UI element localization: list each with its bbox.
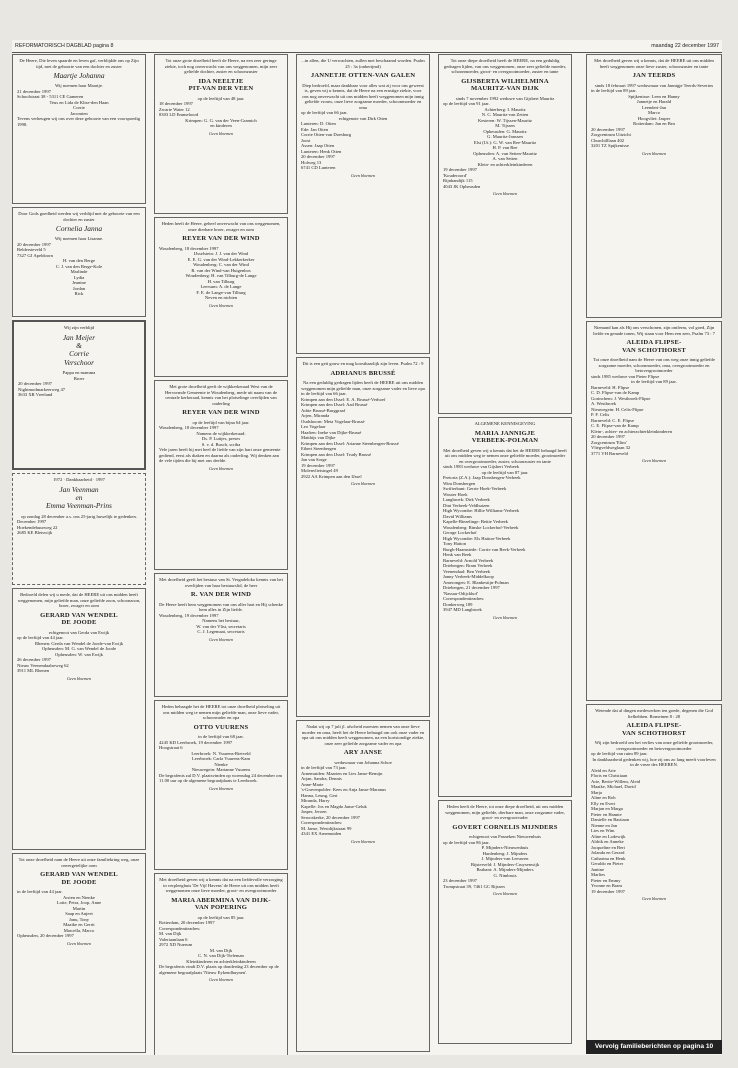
deceased-name: Cornelia Janna [55,224,103,233]
continuation-bar[interactable]: Vervolg familieberichten op pagina 10 [586,1040,722,1054]
notice-family: IJsselstein: J. J. van der Wind E. E. G. van der Wind-Lekkerkerker Woudenberg: C. van der Wind R. van der Wind-van Huigenbos Woudenberg: H. van Tilburg-de Lange H. van Tilburg Leersum: A. de Lange F. E. de Lange-van Tilburg Neven en nichten [185,251,257,300]
notice-subline: Diep bedroefd, maar dankbaar voor alles wat zij voor ons geweest is, geven wij u kennis, dat de Heere na een ernstige ziekte, voor ons nog onverwacht uit ons midden heeft weggenomen mijn innig geliefde vrouw, onze lieve zorgzame moeder, schoonmoeder en oma [302,82,424,110]
deceased-name: R. VAN DER WIND [190,591,252,598]
notice-c2-3 [154,573,288,697]
notice-family: Teus en Lida de Klise-den Haan Corrie Jacomien [49,99,109,116]
notice-intro: Heden behaagde het de HEERE tot onze droefheid plotseling uit ons midden weg te nemen mijn geliefde man, onze lieve vader, schoonvader en opa [161,704,281,720]
notice-date: op de leeftijd van 66 jaar. [301,110,348,115]
notice-date: December 1997 Hoekendebuurweg 22 2685 KE Bleiswijk [17,519,58,536]
notice-signature: Geen bloemen [208,130,234,136]
notice-address: 20 december 1997 Holweg 13 6741 CD Lunteren [301,154,336,170]
notice-family: Namens het bestuur, W. van der Vlist, secretaris C. J. Legemaat, secretaris [196,618,246,634]
notice-c1-4 [12,588,146,850]
notice-intro: 1972 · Dankbaarheid · 1997 [53,477,105,482]
notice-details: 23 december 1997 Trompstraat 39, 7461 GC Rijssen [443,878,505,889]
notice-intro: Met grote droefheid geeft de wijkkerkeraad West van de Hervormde Gemeente te Woudenberg, mede uit naam van de centrale kerkeraad, kennis van het plotselinge overlijden van ouderling [164,384,278,406]
notice-c4-0 [438,54,572,414]
notice-family: in de leeftijd van 89 jaar. [631,379,677,384]
notice-details: Vele jaren heeft hij met heel de liefde van zijn hart onze gemeente gediend, eerst als diaken en daarna als ouderling. Wij denken aan de vele tijden die hij met ons deelde. [159,447,281,463]
notice-family: Leerbroek: N. Vuurens-Rietveld Leerbroek: Carla Vuurens-Kam Nienke Nieuwegein: Marianne Vuurens [191,750,251,772]
notice-details: Barneveld: H. Flipse C. D. Flipse-van de Kamp Gorinchem: J. Westbroek-Flipse A. Westbroek Nieuwegein: H. Celis-Flipse P. F. Celis Barneveld: C. E. Flipse C. E. Flipse-van de Kamp Klein-, achter- en achterachterkleinkinderen [591,384,673,434]
notice-signature: Geen bloemen [66,675,92,681]
notice-details: Pretoria (Z.A.): Jaap Donsbergen-Verbeek Wim Donsbergen Swifterbant: Gerrie Hoek-Verbeek Wouter Hoek Langbroek: Dirk Verbeek Dini Verbeek-Veldhuizen High Wycombe: Hillie Williams-Verbeek David Williams Kapelle-Biezelinge: Bettie Verbeek Woudenberg: Rinske Lockerhof-Verbeek George Lockerhof High Wycombe: Els Hatton-Verbeek Tony Hatton Burgh-Haamstede: Corrie van Beek-Verbeek Henk van Beek Barneveld: Arnold Verbeek Driebergen: Bram Verbeek Veenendaal: Ben Verbeek Janny Verbeek-Middelkoop Amerongen: E. Blankestijn-Polman [443,475,526,585]
deceased-name: MARIA ABERMINA VAN DIJK- VAN POPERING [171,896,271,911]
notice-date: 20 december 1997 Beldersteveld 5 7327 GJ Apeldoorn [17,241,53,258]
deceased-name: Jan Meijer & Corrie Verschoor [62,332,96,367]
deceased-name: OTTO VUURENS [193,723,249,731]
notice-family: M. van Dijk C. N. van Dijk-Tieleman Kleinkinderen en achterkleinkinderen [186,947,256,964]
header-left: REFORMATORISCH DAGBLAD pagina 8 [15,43,114,49]
notice-intro: Tot onze diepe droefheid heeft de HEERE, na een geduldig gedragen lijden, van ons weggenomen, onze zeer geliefde moeder, schoonmoeder, groot- en overgrootmoeder, zuster en tante [443,58,567,74]
notice-c3-0 [296,54,430,354]
notice-c2-2 [154,380,288,570]
notice-date: op de leeftijd van ruim 89 jaar. [591,751,648,756]
notice-subline: echtgenoot van Pasneken Nieuwenhuis [469,834,541,839]
notice-c3-2 [296,720,430,1052]
notice-signature: Geen bloemen [208,465,234,471]
page-header [12,40,722,53]
notice-signature: Geen bloemen [492,191,518,196]
notice-c4-1 [438,417,572,797]
deceased-name: REYER VAN DER WIND [182,409,260,416]
deceased-name: REYER VAN DER WIND [182,235,260,242]
notice-details: De begrafenis vindt D.V. plaats op donderdag 23 december op de algemene begraafplaats 'Nieuw Eykendhuynen'. [159,964,279,975]
notice-address: Driebergen, 21 december 1997 'Nassau-Odijckhof' Correspondentieadres: Donkerweg 189 3947 MD Langbroek [443,585,500,612]
notice-details: De begrafenis zal D.V. plaatsvinden op woensdag 24 december om 11.00 uur op de algemene begraafplaats te Leerbroek. [159,772,283,783]
deceased-name: IDA NEELTJE PIT-VAN DER VEEN [188,77,254,92]
notice-signature: Geen bloemen [208,636,234,642]
notice-date: in de leeftijd van 73 jaar. [301,765,347,770]
deceased-name: ADRIANUS BRUSSÉ [330,369,396,377]
notice-date: op de leeftijd van 91 jaar. [443,101,490,106]
notice-subline: op zondag 28 december a.s. ons 25-jarig huwelijk te gedenken. [21,513,137,519]
deceased-name: ARY JANSE [343,749,383,756]
notice-subline: sinds 18 februari 1997 weduwnaar van Jannigje Teerds-Severins [594,82,714,88]
column-5 [586,54,722,1047]
notice-intro: Nadat wij op 7 juli jl. afscheid moesten nemen van onze lieve moeder en oma, heeft het de Heere behaagd om ook onze vader en opa uit ons midden heeft weggenomen, na een kortstondige ziekte, onze zeer geliefde zorgzame vader en opa [301,724,425,746]
notice-intro: Met droefheid geeft het bestuur van St. Vergadeloko kennis van het overlijden van haar bestuurslid, de heer [159,577,283,588]
notice-family: H. van den Berge C. J. van den Berge-Kole Marlinde Lydia Jeanine Jordan Rick [55,258,103,297]
deceased-name: GERARD VAN WENDEL DE JOODE [40,611,118,626]
notice-details: Lunteren: D. Otten Ede: Jan Otten Corrie Otten-van Doesburg Joost Assen: Jaap Otten Lunteren: Henk Otten [301,121,352,154]
notice-subline: op de leeftijd van 48 jaar. [197,95,245,101]
notice-signature: Geen bloemen [208,977,234,982]
notice-date: op de leeftijd van 44 jaar. [17,635,64,640]
notice-address: 20 december 1997 Zorgcentrum 'Elim' Vliegveldweglaan 32 3771 VH Barneveld [591,434,631,456]
notice-subline: Wij noemen haar Lisanne. [54,236,104,242]
notice-details: Arnemuiden: Maarten en Lies Janse-Remijn Arjan, Sandra, Dennis Anne-Marie 's-Gravenpolder: Kees en Anja Janse-Maranus Hanna, Leung, Gert Miranda, Harry Kapelle: Jos en Magda Janse-Geluk Jasper, Jeroen [301,770,387,814]
notice-date: in de leeftijd van 89 jaar. [591,88,637,93]
header-date: maandag 22 december 1997 [651,43,719,49]
notice-family: Krimpen: G. G. van der Veen-Gramich en kinderen [185,117,257,128]
notice-family: In dankbaarheid gedenken wij, hoe zij ons zo lang meeft voorleven in de vreze des HEEREN. [592,756,716,767]
notice-signature: Geen bloemen [641,896,667,901]
notice-details: Tevens verheugen wij ons over deze geboorte van een voorspoedig 1998. [17,116,141,127]
notice-c2-5 [154,873,288,1055]
notice-intro: Door Gods goedheid werden wij verblijd met de geboorte van een dochter en zuster [18,211,140,222]
notice-date: 21 december 1997 Schoolstraat 38 - 5311 CE Gameren [17,88,84,100]
notice-c5-0 [586,54,722,318]
notice-signature: Geen bloemen [208,302,234,308]
deceased-name: MARIA JANNIGJE VERBEEK-POLMAN [471,429,539,444]
notice-c4-2 [438,800,572,1044]
notice-date: Rotterdam, 20 december 1997 Correspondentieadres: M. van Dijk Valeriaanlaan 6 2972 XD Nuerum [159,920,215,947]
deceased-name: JAN TEERDS [632,72,676,79]
notice-signature: Geen bloemen [492,891,518,896]
notice-c1-2 [12,320,146,470]
notice-subline: De Heere heeft hem weggenomen van ons aller hart en Hij schenke hem alles in Zijn liefde. [159,601,283,612]
notice-intro: Tot onze grote droefheid heeft de Heere, na een zeer geringe ziekte, toch nog onverwacht van ons weggenomen, mijn zeer geliefde dochter, zuster en schoonzuster [164,58,278,74]
notice-intro: Met droefheid geven wij u kennis dat na een liefdevolle verzorging in verpleeghuis 'De Vijf Havens' de Heere uit ons midden heeft weggenomen onze lieve moeder, groot- en overgrootmoeder [159,877,283,893]
notice-intro: Tot onze droefheid nam de Heere uit onze familiekring weg, onze onvergetelijke oom [18,857,140,868]
notice-details: Krimpen aan den IJssel: E. A. Brussé-Verhoef Krimpen aan den IJssel: Aad Brussé Adrie Brussé-Burggraaf Arjen, Miranda Oudshoorn: Meta Vogelaar-Brussé Leo Vogelaar Haaften: Ineke van Dijke-Brussé Matthijs van Dijke Krimpen aan den IJssel: Arianne Steenbergen-Brussé Eibert Steenbergen Krimpen aan den IJssel: Trudy Brussé Jan van Sorge [301,396,399,462]
notice-family: echtgenote van Dirk Otten [338,115,388,121]
notice-subline: Wij noemen haar Maartje. [54,83,104,89]
notice-family: Rhenen: Gerda van Wendel de Joode-van Ewijk Opheusden: M. G. van Wendel de Joode Opheusden: W. van Ewijk [34,640,124,657]
notice-family: P. Mijnders-Nieuwenhuis Hardenberg: J. Mijnders J. Mijnders-van Leeuwen Bijsterveld: J. Mijnders-Cruysenwijk Brabant: A. Mijnders-Mijnders G. Nimbruis [470,845,540,878]
column-1 [12,54,146,1055]
notice-subline: weduwnaar van Johanna Schoe [334,759,392,765]
notice-date: in de leeftijd van 44 jaar. [17,889,63,894]
deceased-name: GOVERT CORNELIS MIJNDERS [452,823,558,831]
notice-date: in de leeftijd van 66 jaar. [301,391,347,396]
notice-c3-1 [296,357,430,717]
notice-subline: op de leeftijd van 85 jaar. [197,914,245,920]
deceased-name: ALEIDA FLIPSE- VAN SCHOTHORST [621,339,687,354]
notice-details: 20 december 1997 Zorgcentrum Uitzicht Churchilllaan 402 3201 TZ Spijkenisse [591,126,631,148]
column-4 [438,54,572,1047]
notice-details: Opheusden, 20 december 1997 [17,933,74,938]
notice-signature: Geen bloemen [66,940,92,946]
deceased-name: Maartje Johanna [53,71,105,80]
notice-date: 20 december 1997 Nightmodmarkeerweg 47 3633 XR Vreeland [18,381,66,398]
notice-subline: sinds 7 november 1992 weduwe van Gijsbert Mauritz [455,95,555,101]
notice-intro: Met droefheid geven wij u kennis, dat de HEERE uit ons midden heeft weggenomen onze lieve zuster, schoonzuster en tante [594,58,714,69]
notice-intro: Bedroefd delen wij u mede, dat de HEERE uit ons midden heeft weggenomen, mijn geliefde man, onze geliefde zoon, schoonzoon, broer, zwager en oom [17,592,141,608]
notice-c1-1 [12,207,146,317]
notice-address: 19 december 1997 [591,888,625,894]
notice-subline: Met droefheid geven wij u kennis dat het de HEERE behaagd heeft uit ons midden weg te nemen onze geliefde moeder, grootmoeder en overgrootmoeder, zuster, schoonzuster en tante [443,447,567,464]
notice-intro: Heden heeft de Heere, geheel onverwacht van ons weggenomen, onze dierbare broer, zwager en oom [161,221,281,232]
notice-c2-4 [154,700,288,870]
notice-intro: Wetende dat al dingen medewerken ten goede, degenen die God liefhebben. Romeinen 8 : 28 [595,708,713,719]
deceased-name: Jan Veenman en Emma Veenman-Prins [46,484,112,511]
notice-date: sinds 1985 weduwe van Pieter Flipse [591,373,660,379]
notice-intro: Heden heeft de Heere, tot onze diepe droefheid, uit ons midden weggenomen, mijn geliefde, dierbare man, onze zorgzame vader, groot- en overgrootvader [445,804,565,820]
notice-date: 4245 KD Leerbroek, 19 december 1997 Hoogstraat 6 [159,739,233,750]
notice-details: 26 december 1997 Nieuw Veenendaalseweg 62 3911 ML Rhenen [17,657,69,673]
notice-signature: Geen bloemen [208,785,234,791]
notice-family: op de leeftijd van 87 jaar. [481,469,529,475]
notice-c1-3 [12,473,146,585]
notice-signature: Geen bloemen [350,481,376,486]
newspaper-page [12,40,722,1055]
notice-date: 18 december 1997 Zwarte Water 12 8303 LD Emmeloord [159,101,199,117]
notice-family: Spijkenisse: Leen en Hanny Jannetje en Harald Leendert-Jan Marco Hoogvliet: Jasper Rotterdam: Jan en Bea [628,93,680,126]
notice-subline: in de leeftijd van 68 jaar. [198,734,244,739]
notice-signature: Geen bloemen [350,172,376,178]
notice-subline: op de leeftijd van bijna 64 jaar. [192,419,250,425]
notice-signature: Geen bloemen [641,458,667,463]
notice-intro: ALGEMENE KENNISGEVING [474,421,536,426]
notice-c5-2 [586,704,722,1044]
notice-date: sinds 1983 weduwe van Gijsbert Verbeek [443,464,520,469]
deceased-name: JANNETJE OTTEN-VAN GALEN [310,72,416,79]
notice-family: Arrien en Nienke Lotte, Petra, Joop, Anne Martin Saap en Anjeet Janu, Tony Maaike en Gerrit Marcella, Marco [56,894,102,933]
notice-date: op de leeftijd van 86 jaar. [443,839,490,845]
deceased-name: ALEIDA FLIPSE- VAN SCHOTHORST [621,722,687,737]
notice-intro: Niemand kan als Hij ons verschonen, zijn ontferm, vol goed, Zijn liefde en genade tonen, Wij staan voor Hem een zeer, Psalm 73 : 7 [593,325,715,336]
notice-subline: Tot onze droefheid nam de Heere van ons weg onze innig geliefde zorgzame moeder, schoonmoeder, oma, overgrootmoeder en betovergrootmoeder [593,357,715,373]
notice-date: Woudenberg, 18 december 1997 [159,425,219,430]
notice-intro: Wij zijn verblijd [63,325,95,330]
notice-c2-0 [154,54,288,214]
notice-signature: Geen bloemen [641,150,667,156]
notice-family: Namens de wijkkerkeraad: Ds. P. Luttjes, preses S. v. d. Busch, scriba [196,430,246,447]
notice-c2-1 [154,217,288,377]
notice-details: Aleid en Arie Floris en Christiaan Arie, Bertie-Willem, Aleid Maaike, Michael, David Marja Aline en Rob Elly en Evert Marjan en Marga Pieter en Hannie Danielle en Bastiaan Nienne en Jan Lies en Wim Aline en Lodewijk Aldrik en Anneke Jacqueline en Bert Jolanda en Gerard Catharina en Henk Geraldo en Pieter Jantine Marlies Pieter en Emmy Yvonne en Bram [591,767,641,888]
notice-signature: Geen bloemen [492,614,518,620]
notice-subline: Pappa en mamma Broer [62,370,96,381]
notice-family: Achterberg: I. Mauritz N. C. Mauritz-van Zetten Kesteren: W. Tijssen-Mauritz M. Tijssen Opheusden: G. Mauritz G. Mauritz-Janssen Elst (Ut.): G. W. van Ree-Mauritz H. P. van Ree Opheusden: A. van Setten-Mauritz A. van Setten Klein- en achterkleinkinderen [473,106,537,167]
notice-signature: Geen bloemen [350,838,376,844]
notice-intro: Dit is een geit gouw en mag koostbaarlijk zijn leven. Psalm 72 : 9 [302,361,424,366]
notice-intro: De Heere, Die leven spaarde en leven gaf, verblijdde ons op Zijn tijd, met de geboorte van een dochter en zuster [19,58,139,69]
notice-address: Serooskerke, 20 december 1997 Correspondentieadres: M. Janse, Westdijkstraat 99 4341 EX Arnemuiden [301,814,360,836]
notice-address: 19 december 1997 Molenvlietsingel 49 2922 AA Krimpen aan den IJssel [301,462,362,479]
deceased-name: GERARD VAN WENDEL DE JOODE [40,871,118,886]
notice-intro: ...in allen, die U verwachten, zullen met beschaamd worden. Psalm 25 : 3a (onberijmd) [301,58,425,69]
deceased-name: GIJSBERTA WILHELMINA MAURITZ-VAN DIJK [461,77,549,92]
notice-date: Woudenberg, 19 december 1997 [159,612,219,618]
column-3 [296,54,430,1055]
notice-c1-5 [12,853,146,1053]
notice-details: 19 december 1997 'Kouderoord' Rijnbandijk 115 4043 JK Opheusden [443,167,481,189]
notice-c5-1 [586,321,722,701]
notice-subline: echtgenoot van Gerda van Ewijk [48,629,110,635]
notice-subline: Wij zijn bedroefd om het verlies van onze geliefde grootmoeder, overgrootmoeder en betovergrootmoeder [594,740,714,751]
column-2 [154,54,288,1055]
notice-date: Woudenberg, 18 december 1997 [159,245,219,251]
notice-c1-0 [12,54,146,204]
notice-subline: Na een geduldig gedragen lijden heeft de HEERE uit ons midden weggenomen mijn geliefde man, onze zorgzame vader en lieve opa [301,380,425,391]
